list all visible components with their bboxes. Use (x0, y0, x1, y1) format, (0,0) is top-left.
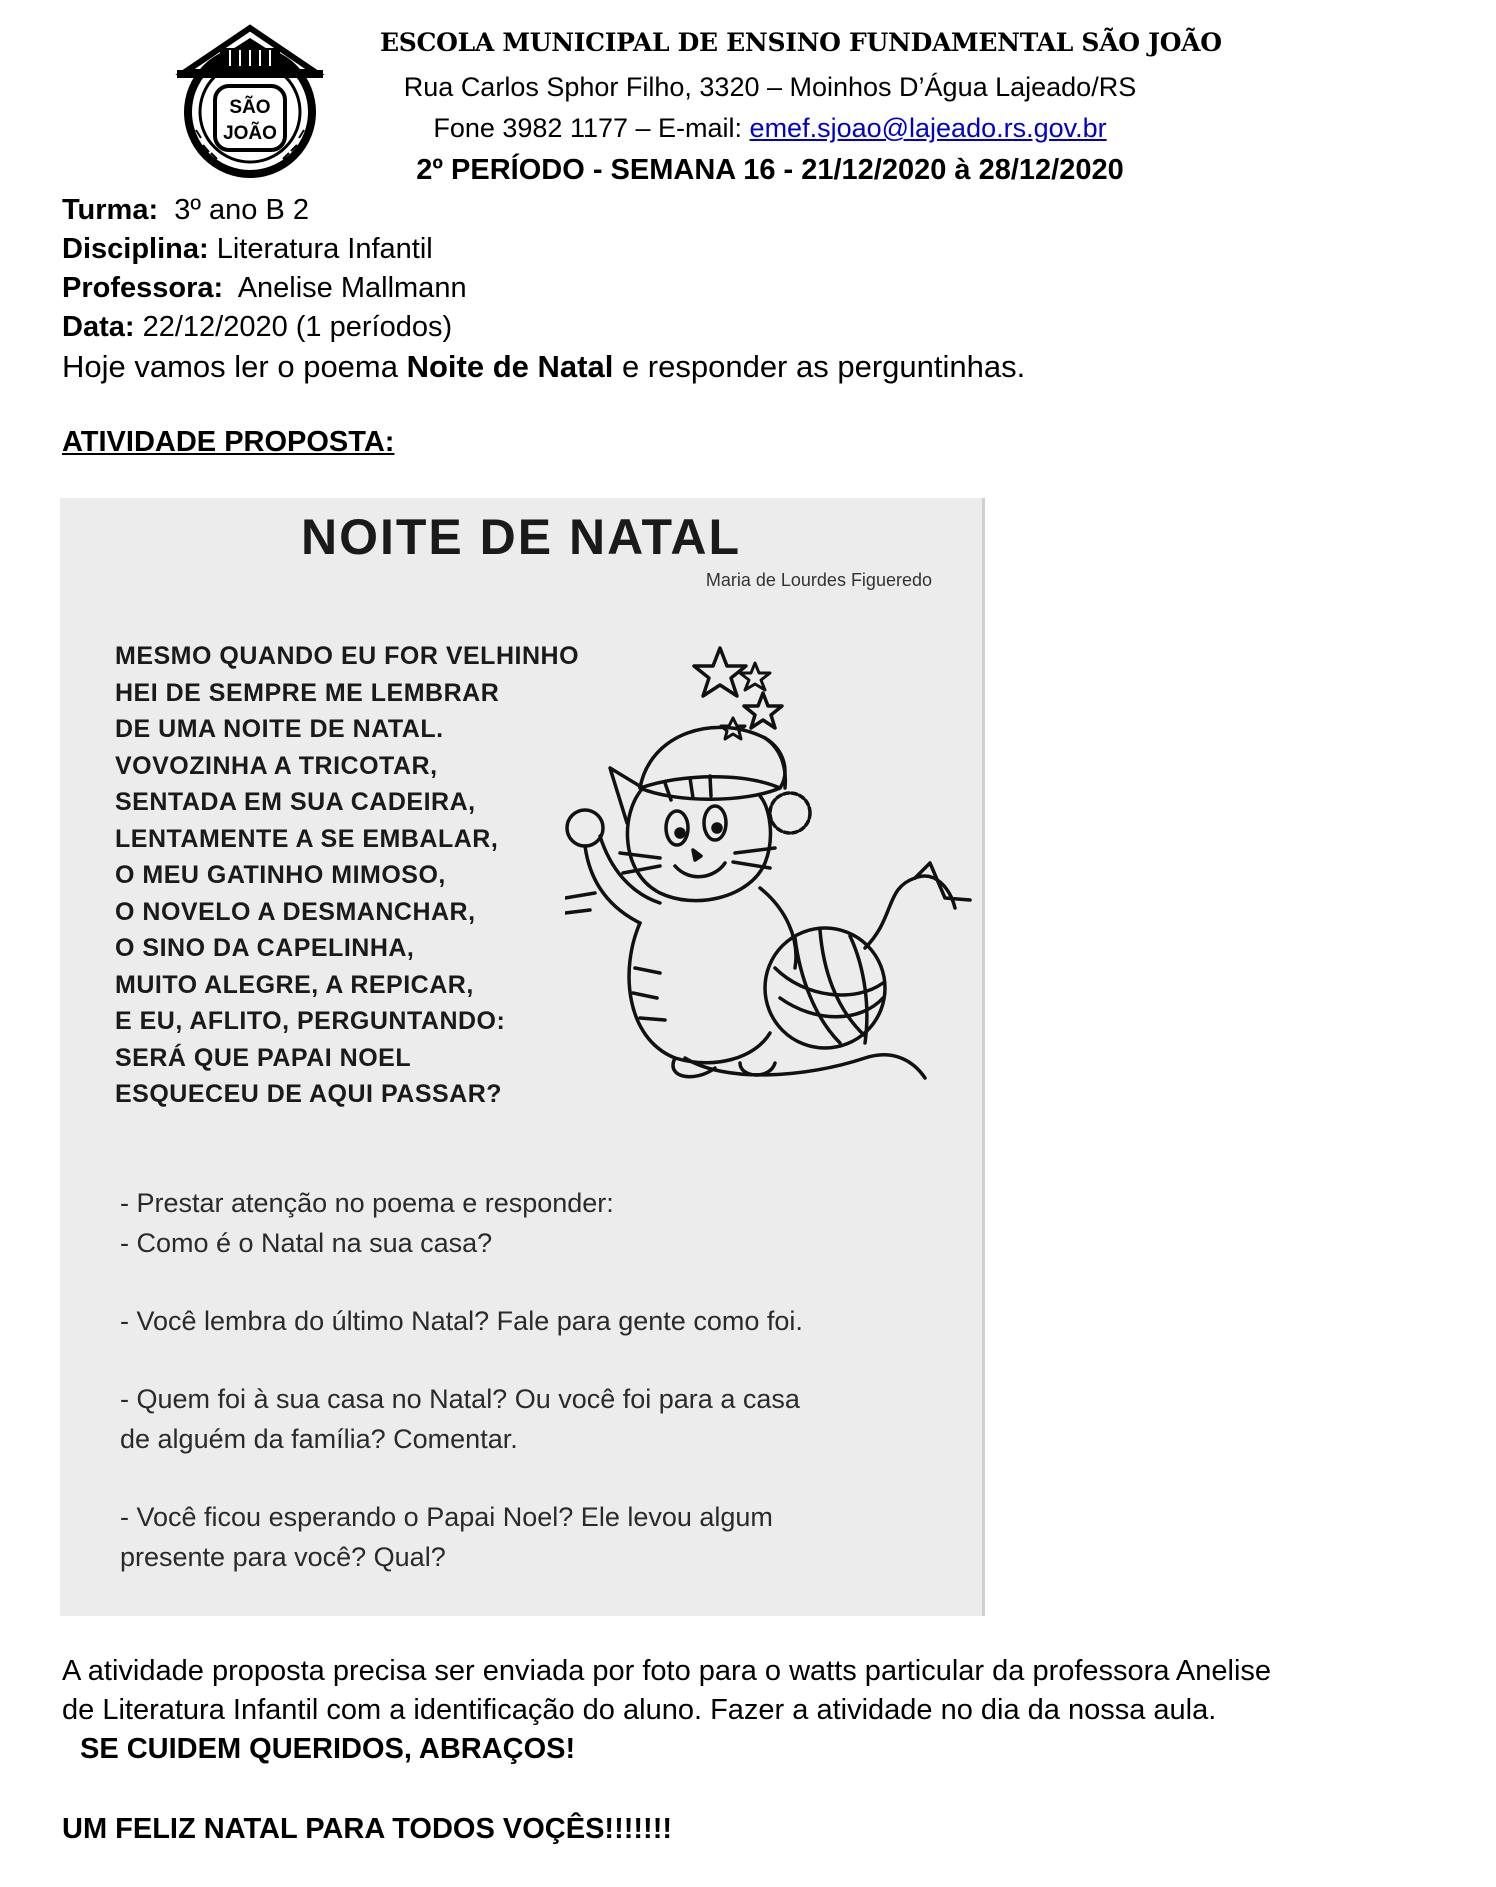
turma-label: Turma: (62, 194, 159, 226)
poem-line: O NOVELO A DESMANCHAR, (115, 897, 476, 926)
poem-line: DE UMA NOITE DE NATAL. (115, 715, 444, 743)
poem-line: SERÁ QUE PAPAI NOEL (115, 1043, 412, 1072)
farewell-line: SE CUIDEM QUERIDOS, ABRAÇOS! (80, 1733, 576, 1765)
disciplina-line (62, 233, 433, 266)
poem-line: HEI DE SEMPRE ME LEMBRAR (115, 678, 500, 707)
professora-line (62, 272, 467, 305)
question-item: presente para você? Qual? (120, 1542, 446, 1572)
poem-line: O MEU GATINHO MIMOSO, (115, 861, 446, 889)
intro-after: e responder as perguntinhas. (613, 349, 1026, 384)
poem-line: E EU, AFLITO, PERGUNTANDO: (115, 1007, 506, 1035)
email-link[interactable]: emef.sjoao@lajeado.rs.gov.br (749, 113, 1107, 143)
question-item: - Prestar atenção no poema e responder: (120, 1188, 614, 1218)
worksheet-image (60, 498, 985, 1616)
instruction-line-2: de Literatura Infantil com a identificação do aluno. Fazer a atividade no dia da nossa aula. (62, 1694, 1217, 1726)
poem-line: MUITO ALEGRE, A REPICAR, (115, 970, 474, 999)
poem-line: SENTADA EM SUA CADEIRA, (115, 788, 476, 816)
question-item: - Você ficou esperando o Papai Noel? Ele levou algum (120, 1502, 773, 1532)
poem-line: LENTAMENTE A SE EMBALAR, (115, 824, 499, 853)
instruction-line-1: A atividade proposta precisa ser enviada por foto para o watts particular da professora Anelise (62, 1655, 1272, 1687)
poem-line: O SINO DA CAPELINHA, (115, 934, 415, 962)
school-name: ESCOLA MUNICIPAL DE ENSINO FUNDAMENTAL SÃO JOÃO (380, 28, 1222, 57)
turma-line (62, 194, 309, 227)
question-item: - Como é o Natal na sua casa? (120, 1228, 493, 1258)
poem-title: NOITE DE NATAL (300, 509, 741, 565)
cat-with-yarn-illustration (565, 638, 985, 1088)
data-line (62, 311, 452, 344)
poem-line: ESQUECEU DE AQUI PASSAR? (115, 1080, 503, 1108)
star-icon (694, 648, 746, 696)
logo-text-top: SÃO (229, 97, 271, 118)
professora-value: Anelise Mallmann (237, 272, 467, 304)
period-heading: 2º PERÍODO - SEMANA 16 - 21/12/2020 à 28/12/2020 (416, 154, 1124, 186)
poem-stanza (115, 638, 579, 1113)
data-label: Data: (62, 311, 135, 343)
question-item: de alguém da família? Comentar. (120, 1424, 518, 1454)
professora-label: Professora: (62, 272, 224, 304)
data-value: 22/12/2020 (1 períodos) (142, 311, 453, 343)
school-address: Rua Carlos Sphor Filho, 3320 – Moinhos D’Água Lajeado/RS (403, 72, 1137, 102)
poem-line: VOVOZINHA A TRICOTAR, (115, 751, 438, 780)
turma-value: 3º ano B 2 (174, 194, 310, 226)
activity-heading: ATIVIDADE PROPOSTA: (62, 426, 395, 458)
disciplina-value: Literatura Infantil (216, 233, 433, 265)
disciplina-label: Disciplina: (62, 233, 209, 265)
poem-name: Noite de Natal (406, 349, 614, 384)
question-item: - Quem foi à sua casa no Natal? Ou você foi para a casa (120, 1384, 800, 1414)
poem-line: MESMO QUANDO EU FOR VELHINHO (115, 642, 580, 670)
poem-author: Maria de Lourdes Figueredo (705, 570, 932, 590)
intro-text (62, 349, 1025, 385)
phone-text: Fone 3982 1177 – E-mail: (433, 113, 750, 143)
intro-before: Hoje vamos ler o poema (62, 349, 407, 384)
school-logo (165, 20, 335, 180)
question-list (120, 1183, 950, 1577)
question-item: - Você lembra do último Natal? Fale para gente como foi. (120, 1306, 803, 1336)
star-icon (744, 693, 782, 728)
logo-text-bottom: JOÃO (223, 123, 277, 144)
christmas-greeting: UM FELIZ NATAL PARA TODOS VOÇÊS!!!!!!! (62, 1813, 673, 1845)
school-contact (330, 113, 1210, 144)
